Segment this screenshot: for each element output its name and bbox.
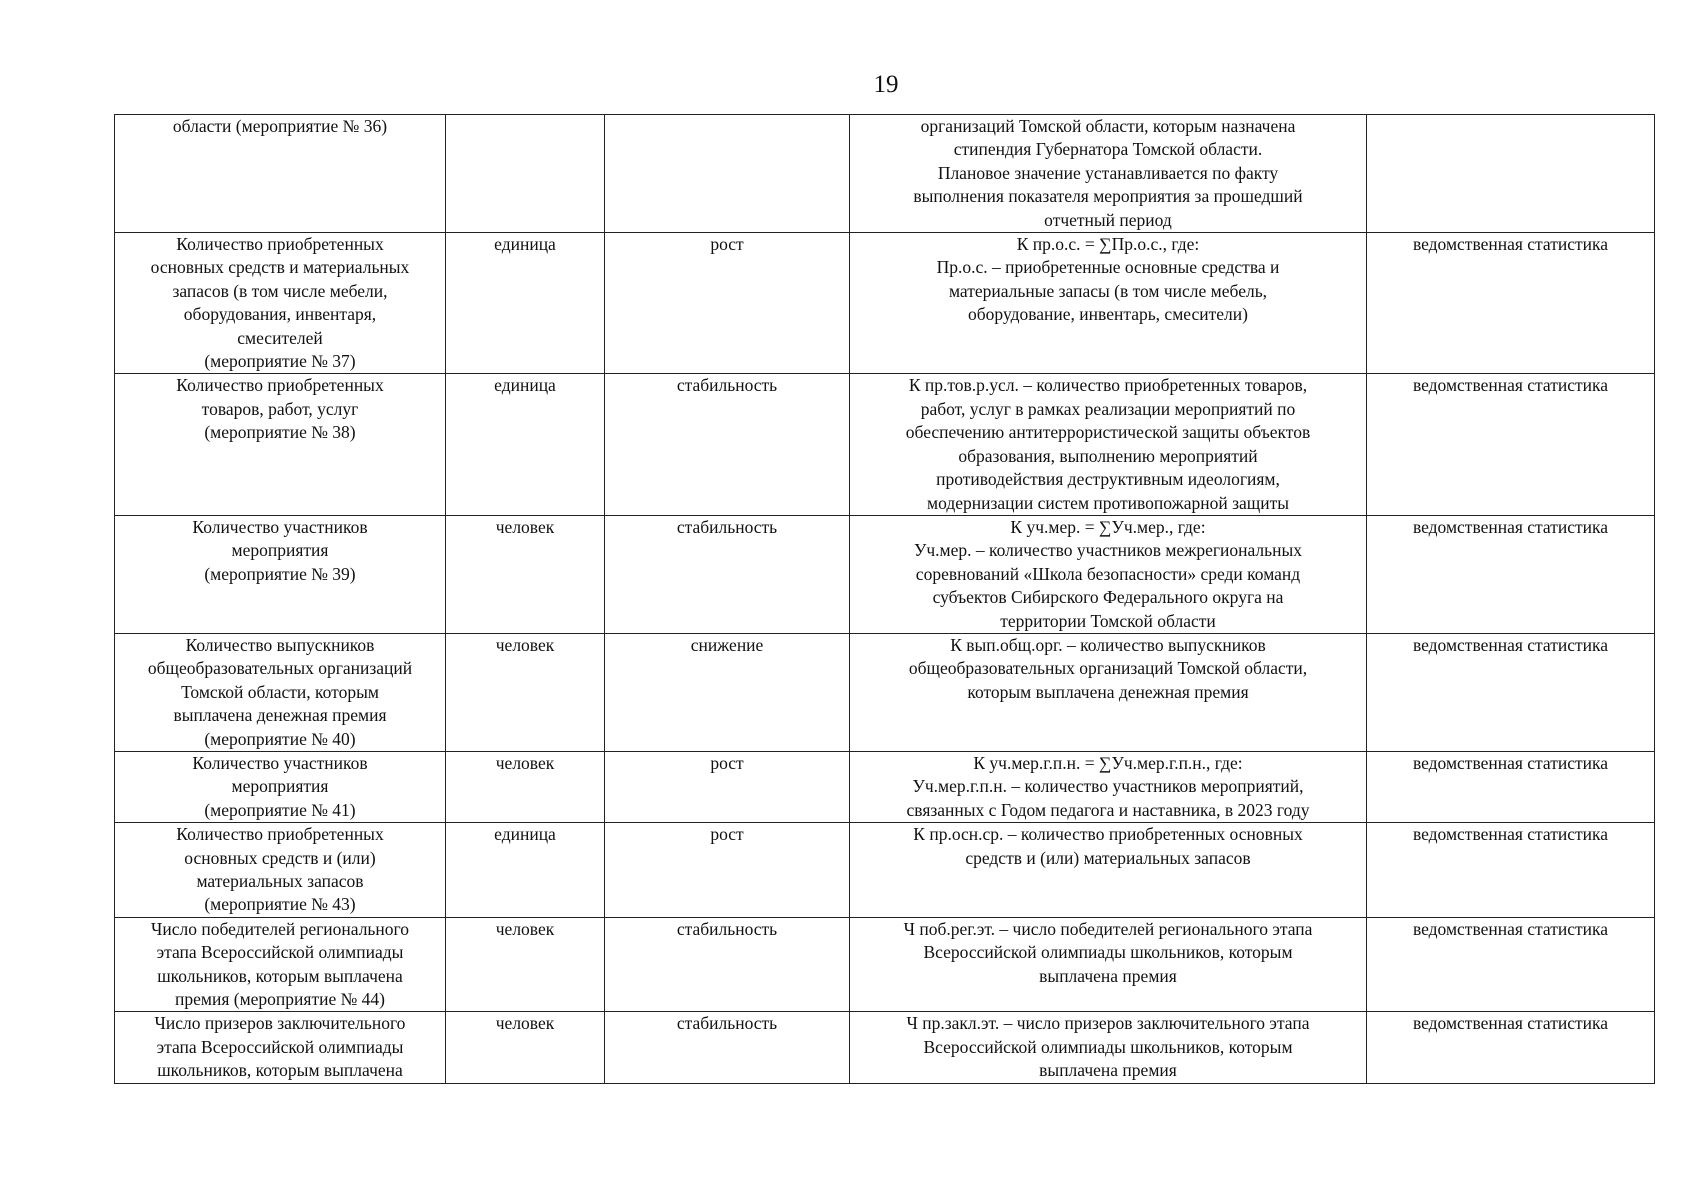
indicator-name-cell: Количество участников мероприятия (мероприятие № 41) [115,751,446,822]
indicator-name-cell: Количество выпускников общеобразовательных организаций Томской области, которым выплачена денежная премия (мероприятие № 40) [115,633,446,751]
formula-cell: К уч.мер.г.п.н. = ∑Уч.мер.г.п.н., где: Уч.мер.г.п.н. – количество участников мероприятий, связанных с Годом педагога и наставника, в 2023 году [850,751,1367,822]
source-cell: ведомственная статистика [1367,823,1655,918]
formula-cell: организаций Томской области, которым назначена стипендия Губернатора Томской области. Плановое значение устанавливается по факту выполнения показателя мероприятия за прошедший отчетный период [850,115,1367,233]
table-row [115,374,1655,515]
source-cell [1367,115,1655,233]
formula-cell: К пр.о.с. = ∑Пр.о.с., где: Пр.о.с. – приобретенные основные средства и материальные запасы (в том числе мебель, оборудование, инвентарь, смесители) [850,233,1367,374]
table-row [115,515,1655,633]
unit-cell: человек [446,633,605,751]
indicator-name-cell: Количество участников мероприятия (мероприятие № 39) [115,515,446,633]
unit-cell: единица [446,374,605,515]
table-row [115,115,1655,233]
unit-cell: человек [446,917,605,1012]
unit-cell [446,115,605,233]
trend-cell: рост [605,823,850,918]
table-row [115,233,1655,374]
unit-cell: человек [446,751,605,822]
source-cell: ведомственная статистика [1367,633,1655,751]
source-cell: ведомственная статистика [1367,751,1655,822]
table-row [115,633,1655,751]
source-cell: ведомственная статистика [1367,233,1655,374]
trend-cell [605,115,850,233]
trend-cell: стабильность [605,515,850,633]
unit-cell: единица [446,823,605,918]
indicator-name-cell: Количество приобретенных основных средств и (или) материальных запасов (мероприятие № 43) [115,823,446,918]
indicator-name-cell: области (мероприятие № 36) [115,115,446,233]
page-number: 19 [873,71,899,98]
table-row [115,917,1655,1012]
table-row [115,823,1655,918]
trend-cell: стабильность [605,374,850,515]
unit-cell: человек [446,515,605,633]
source-cell: ведомственная статистика [1367,1012,1655,1083]
trend-cell: стабильность [605,917,850,1012]
formula-cell: К вып.общ.орг. – количество выпускников общеобразовательных организаций Томской области, которым выплачена денежная премия [850,633,1367,751]
formula-cell: К пр.осн.ср. – количество приобретенных основных средств и (или) материальных запасов [850,823,1367,918]
indicator-name-cell: Число призеров заключительного этапа Всероссийской олимпиады школьников, которым выплачена [115,1012,446,1083]
trend-cell: снижение [605,633,850,751]
source-cell: ведомственная статистика [1367,515,1655,633]
trend-cell: рост [605,751,850,822]
indicator-name-cell: Количество приобретенных основных средств и материальных запасов (в том числе мебели, оборудования, инвентаря, смесителей (мероприятие № 37) [115,233,446,374]
formula-cell: К пр.тов.р.усл. – количество приобретенных товаров, работ, услуг в рамках реализации мероприятий по обеспечению антитеррористической защиты объектов образования, выполнению мероприятий противодействия деструктивным идеологиям, модернизации систем противопожарной защиты [850,374,1367,515]
trend-cell: стабильность [605,1012,850,1083]
indicator-name-cell: Число победителей регионального этапа Всероссийской олимпиады школьников, которым выплачена премия (мероприятие № 44) [115,917,446,1012]
table-row [115,1012,1655,1083]
source-cell: ведомственная статистика [1367,917,1655,1012]
indicator-name-cell: Количество приобретенных товаров, работ, услуг (мероприятие № 38) [115,374,446,515]
trend-cell: рост [605,233,850,374]
formula-cell: Ч поб.рег.эт. – число победителей регионального этапа Всероссийской олимпиады школьников, которым выплачена премия [850,917,1367,1012]
source-cell: ведомственная статистика [1367,374,1655,515]
formula-cell: К уч.мер. = ∑Уч.мер., где: Уч.мер. – количество участников межрегиональных соревнований «Школа безопасности» среди команд субъектов Сибирского Федерального округа на территории Томской области [850,515,1367,633]
indicators-table [114,114,1655,1084]
unit-cell: человек [446,1012,605,1083]
unit-cell: единица [446,233,605,374]
formula-cell: Ч пр.закл.эт. – число призеров заключительного этапа Всероссийской олимпиады школьников, которым выплачена премия [850,1012,1367,1083]
table-row [115,751,1655,822]
